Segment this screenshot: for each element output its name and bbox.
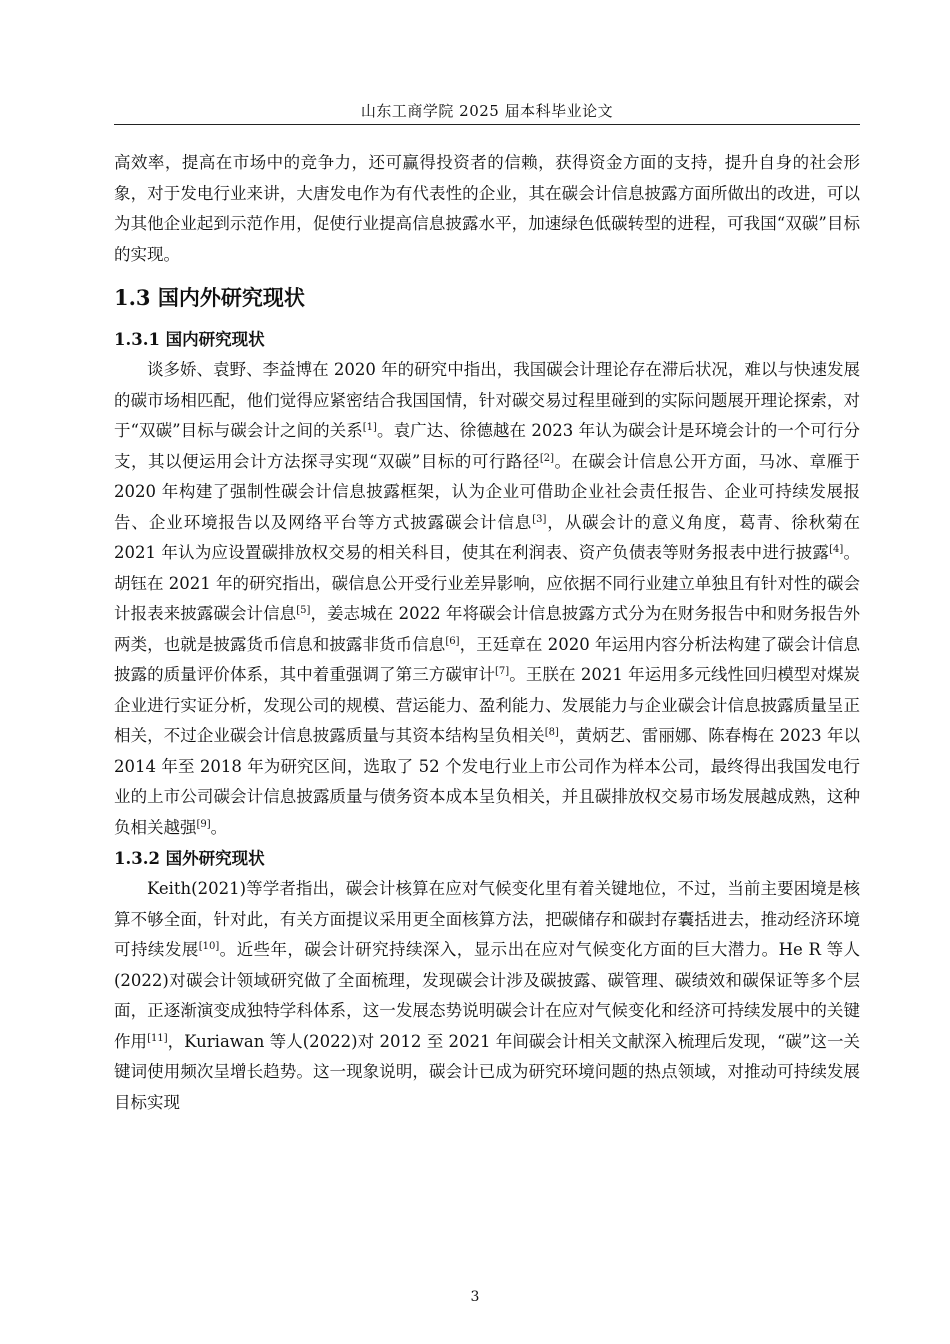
foreign-research-paragraph — [114, 874, 860, 1118]
domestic-research-heading: 1.3.1 国内研究现状 — [114, 330, 265, 349]
domestic-text-3: 。在碳会计信息公开方面，马冰、章雁于 2020 年构建了强制性碳会计信息披露框架，认为企业可借助企业社会责任报告、企业可持续发展报告、企业环境报告以及网络平台等方式披露碳会计信息 — [114, 451, 860, 532]
citation-8: [8] — [544, 727, 559, 738]
intro-paragraph: 高效率，提高在市场中的竞争力，还可赢得投资者的信赖，获得资金方面的支持，提升自身的社会形象，对于发电行业来讲，大唐发电作为有代表性的企业，其在碳会计信息披露方面所做出的改进，可以为其他企业起到示范作用，促使行业提高信息披露水平，加速绿色低碳转型的进程，可我国“双碳”目标的实现。 — [114, 153, 860, 264]
citation-6: [6] — [445, 635, 460, 647]
page-number: 3 — [470, 1289, 480, 1305]
foreign-research-heading: 1.3.2 国外研究现状 — [114, 849, 265, 868]
domestic-research-paragraph — [114, 355, 860, 843]
page-body — [114, 148, 860, 1118]
domestic-text-10: 。 — [210, 817, 228, 837]
page-header: 山东工商学院 2025 届本科毕业论文 — [360, 102, 614, 120]
citation-2: [2] — [539, 452, 555, 464]
foreign-text-3: ，Kuriawan 等人(2022)对 2012 至 2021 年间碳会计相关文献深入梳理后发现，“碳”这一关键词使用频次呈增长趋势。这一现象说明，碳会计已成为研究环境问题的热点领域，对推动可持续发展目标实现 — [114, 1031, 861, 1112]
citation-5: [5] — [296, 605, 311, 616]
citation-7: [7] — [495, 666, 510, 677]
domestic-text-6: ，姜志城在 2022 年将碳会计信息披露方式分为在财务报告中和财务报告外两类，也就是披露货币信息和披露非货币信息 — [114, 604, 861, 654]
citation-9: [9] — [196, 818, 211, 830]
domestic-text-1: 谈多娇、袁野、李益博在 2020 年的研究中指出，我国碳会计理论存在滞后状况，难以与快速发展的碳市场相匹配，他们觉得应紧密结合我国国情，针对碳交易过程里碰到的实际问题展开理论探索，对于“双碳”目标与碳会计之间的关系 — [114, 360, 860, 440]
section-heading: 1.3 国内外研究现状 — [114, 285, 305, 310]
citation-3: [3] — [532, 513, 547, 525]
citation-4: [4] — [829, 544, 844, 555]
header-divider — [114, 124, 860, 125]
citation-1: [1] — [362, 422, 377, 433]
citation-10: [10] — [198, 941, 220, 952]
citation-11: [11] — [147, 1032, 168, 1044]
domestic-text-8: 。王朕在 2021 年运用多元线性回归模型对煤炭企业进行实证分析，发现公司的规模、营运能力、盈利能力、发展能力与企业碳会计信息披露质量呈正相关，不过企业碳会计信息披露质量与其资本结构呈负相关 — [114, 665, 861, 745]
domestic-text-9: ，黄炳艺、雷丽娜、陈春梅在 2023 年以 2014 年至 2018 年为研究区间，选取了 52 个发电行业上市公司作为样本公司，最终得出我国发电行业的上市公司碳会计信息披露质量与债务资本成本呈负相关，并且碳排放权交易市场发展越成熟，这种负相关越强 — [114, 726, 861, 837]
domestic-text-7: ，王廷章在 2020 年运用内容分析法构建了碳会计信息披露的质量评价体系，其中着重强调了第三方碳审计 — [114, 634, 861, 684]
domestic-text-2: 。袁广达、徐德越在 2023 年认为碳会计是环境会计的一个可行分支，其以便运用会计方法探寻实现“双碳”目标的可行路径 — [114, 421, 861, 471]
domestic-text-4: ，从碳会计的意义角度，葛青、徐秋菊在 2021 年认为应设置碳排放权交易的相关科目，使其在利润表、资产负债表等财务报表中进行披露 — [114, 512, 861, 562]
foreign-text-2: 。近些年，碳会计研究持续深入，显示出在应对气候变化方面的巨大潜力。He R 等人(2022)对碳会计领域研究做了全面梳理，发现碳会计涉及碳披露、碳管理、碳绩效和碳保证等多个层面，正逐渐演变成独特学科体系，这一发展态势说明碳会计在应对气候变化和经济可持续发展中的关键作用 — [114, 940, 861, 1051]
foreign-text-1: Keith(2021)等学者指出，碳会计核算在应对气候变化里有着关键地位，不过，当前主要困境是核算不够全面，针对此，有关方面提议采用更全面核算方法，把碳储存和碳封存囊括进去，推动经济环境可持续发展 — [114, 879, 860, 959]
domestic-text-5: 。胡钰在 2021 年的研究指出，碳信息公开受行业差异影响，应依据不同行业建立单独且有针对性的碳会计报表来披露碳会计信息 — [114, 543, 860, 623]
